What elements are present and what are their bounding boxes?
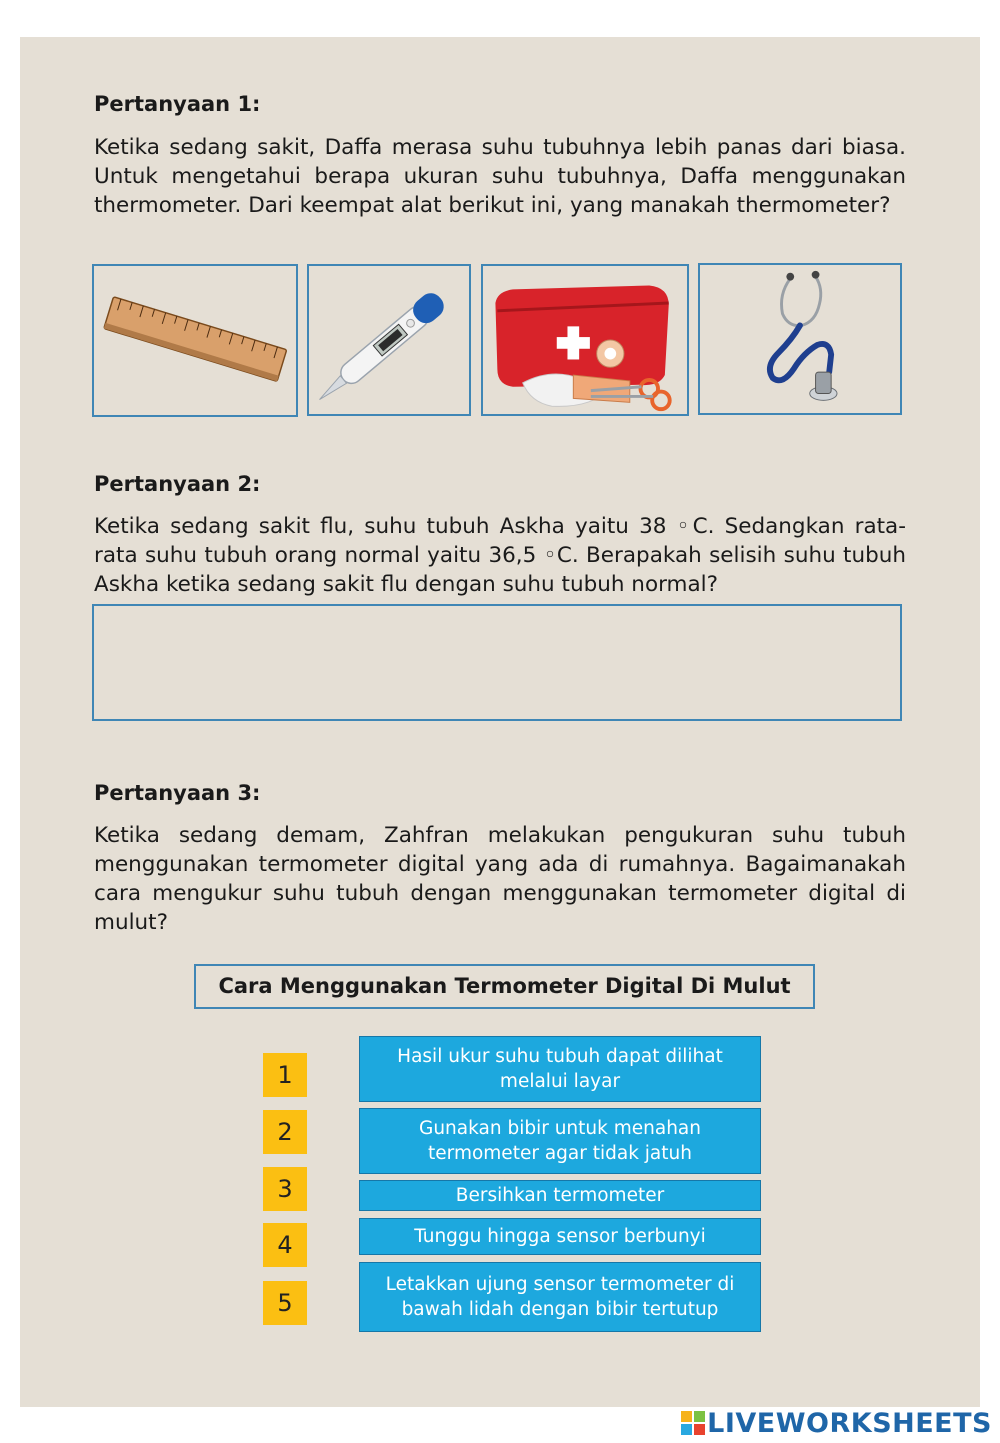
first-aid-kit-icon <box>483 266 687 414</box>
order-number-3[interactable]: 3 <box>263 1167 307 1211</box>
step-card[interactable]: Bersihkan termometer <box>359 1180 761 1211</box>
brand-name: LIVEWORKSHEETS <box>707 1407 992 1439</box>
question-3-title: Pertanyaan 3: <box>94 781 261 805</box>
question-2-text: Ketika sedang sakit flu, suhu tubuh Askha yaitu 38 ◦C. Sedangkan rata-rata suhu tubuh orang normal yaitu 36,5 ◦C. Berapakah selisih suhu tubuh Askha ketika sedang sakit flu dengan suhu tubuh normal? <box>94 514 906 597</box>
question-1-text: Ketika sedang sakit, Daffa merasa suhu tubuhnya lebih panas dari biasa. Untuk mengetahui berapa ukuran suhu tubuhnya, Daffa menggunakan thermometer. Dari keempat alat berikut ini, yang manakah thermometer? <box>94 135 906 218</box>
question-3-text: Ketika sedang demam, Zahfran melakukan pengukuran suhu tubuh menggunakan termometer digital yang ada di rumahnya. Bagaimanakah cara mengukur suhu tubuh dengan menggunakan termometer digital di mulut? <box>94 823 906 935</box>
step-card[interactable]: Letakkan ujung sensor termometer di bawah lidah dengan bibir tertutup <box>359 1262 761 1332</box>
stethoscope-icon <box>700 265 900 413</box>
order-number-1[interactable]: 1 <box>263 1053 307 1097</box>
order-number-4[interactable]: 4 <box>263 1223 307 1267</box>
option-first-aid-kit[interactable] <box>481 264 689 416</box>
order-number-5[interactable]: 5 <box>263 1281 307 1325</box>
question-2-title: Pertanyaan 2: <box>94 472 261 496</box>
ruler-icon <box>94 266 296 415</box>
question-1-title: Pertanyaan 1: <box>94 92 261 116</box>
option-thermometer[interactable] <box>307 264 471 416</box>
liveworksheets-logo <box>681 1408 992 1438</box>
answer-input-box[interactable] <box>92 604 902 721</box>
option-stethoscope[interactable] <box>698 263 902 415</box>
digital-thermometer-icon <box>309 266 469 414</box>
option-ruler[interactable] <box>92 264 298 417</box>
steps-title: Cara Menggunakan Termometer Digital Di Mulut <box>194 964 815 1009</box>
order-number-2[interactable]: 2 <box>263 1110 307 1154</box>
step-card[interactable]: Hasil ukur suhu tubuh dapat dilihat melalui layar <box>359 1036 761 1102</box>
step-card[interactable]: Gunakan bibir untuk menahan termometer agar tidak jatuh <box>359 1108 761 1174</box>
logo-blocks-icon <box>681 1411 705 1435</box>
step-card[interactable]: Tunggu hingga sensor berbunyi <box>359 1218 761 1255</box>
